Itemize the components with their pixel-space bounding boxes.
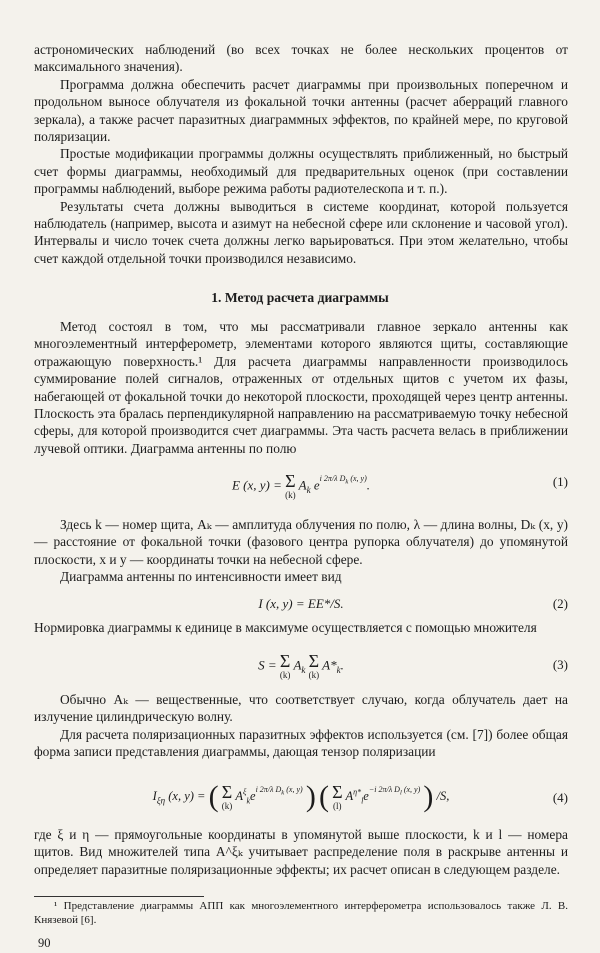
paragraph: Здесь k — номер щита, Aₖ — амплитуда облучения по полю, λ — длина волны, Dₖ (x, y) — расстояние от фокальной точки (фазового центра рупорка облучателя) до упомянутой плоскости, x и y — координаты точки на небесной сфере.: [34, 517, 568, 567]
equation-2: [34, 596, 568, 616]
equation-4: [34, 776, 568, 824]
section-heading: 1. Метод расчета диаграммы: [211, 290, 389, 305]
intro-text: [34, 41, 568, 267]
equation-number: (4): [552, 790, 568, 805]
paragraph: где ξ и η — прямоугольные координаты в упомянутой выше плоскости, k и l — номера щитов. Вид множителей типа A^ξₖ учитывает распределение поля в раскрыве антенны и определяет паразитные поляризационные эффекты; их расчет описан в следующем разделе.: [34, 827, 568, 877]
method-text: [34, 318, 568, 457]
paragraph: Программа должна обеспечить расчет диаграммы при произвольных поперечном и продольном выносе облучателя из фокальной точки антенны (расчет аберраций главного зеркала), а также расчет паразитных диаграммных эффектов, по крайней мере, по круговой поляризации.: [34, 76, 568, 145]
equation-3: [34, 652, 568, 688]
paragraph: астрономических наблюдений (во всех точках не более нескольких процентов от максимального значения).: [34, 42, 568, 75]
equation-4-expression: $I_{\xi\eta}$ (x, y) = ( Σ (k) $A^\xi_ke^{i 2\pi/\lambda D_k (x, y)}$ ) ( Σ (l) $A^{\eta*}_le^{-i 2\pi/\lambda D_l (x, y)}$ ) /S,: [152, 780, 450, 813]
paragraph: Результаты счета должны выводиться в системе координат, которой пользуется наблюдатель (например, высота и азимут на небесной сфере или склонение и часовой угол). Интервалы и число точек счета должны легко варьироваться. При этом желательно, чтобы счет каждой отдельной точки производился независимо.: [34, 198, 568, 266]
equation-number: (1): [552, 474, 568, 489]
equation-1-expression: E (x, y) = Σ (k) $A_k$ $e^{i 2\pi/\lambda D_k (x, y)}$.: [231, 471, 371, 500]
paragraph: Обычно Aₖ — вещественные, что соответствует случаю, когда облучатель дает на излучение цилиндрическую волну.: [34, 692, 568, 725]
footnote: [34, 899, 568, 927]
paragraph: Диаграмма антенны по интенсивности имеет вид: [60, 569, 342, 585]
equation-number: (3): [552, 657, 568, 672]
where-text: [34, 826, 568, 878]
equation-2-expression: I (x, y) = EE*/S.: [258, 596, 344, 611]
footnote-text: ¹ Представление диаграммы АПП как многоэлементного интерферометра использовалось также Л. В. Князевой [6].: [34, 900, 568, 926]
usually-text: [34, 691, 568, 761]
paragraph: Метод состоял в том, что мы рассматривали главное зеркало антенны как многоэлементный интерферометр, элементами которого являются щиты, составляющие отражающую поверхность.¹ Для расчета диаграммы направленности производилось суммирование полей сигналов, отраженных от отдельных щитов с учетом их фазы, набегающей от фокальной точки до некоторой плоскости, проходящей через центр антенны. Плоскость эта бралась перпендикулярной направлению на рассматриваемую точку небесной сферы, для которой производится счет диаграммы. Эта часть расчета велась в приближении лучевой оптики. Диаграмма антенны по полю: [34, 319, 568, 456]
definitions-text: [34, 516, 568, 586]
equation-1: [34, 470, 568, 510]
paragraph: Для расчета поляризационных паразитных эффектов используется (см. [7]) более общая форма записи представления диаграммы, дающая тензор поляризации: [34, 726, 568, 760]
equation-3-expression: S = Σ (k) $A_k$ Σ (k) $A*_k$.: [258, 651, 344, 680]
paragraph: Простые модификации программы должны осуществлять приближенный, но быстрый счет формы диаграммы, необходимый для предварительных оценок (при составлении программы наблюдений, выборе режима работы радиотелескопа и т. п.).: [34, 146, 568, 197]
equation-number: (2): [552, 596, 568, 611]
page-number: 90: [38, 936, 51, 950]
normalization-text: [34, 619, 568, 636]
paragraph: Нормировка диаграммы к единице в максимуме осуществляется с помощью множителя: [34, 620, 537, 635]
footnote-rule: [34, 896, 204, 897]
